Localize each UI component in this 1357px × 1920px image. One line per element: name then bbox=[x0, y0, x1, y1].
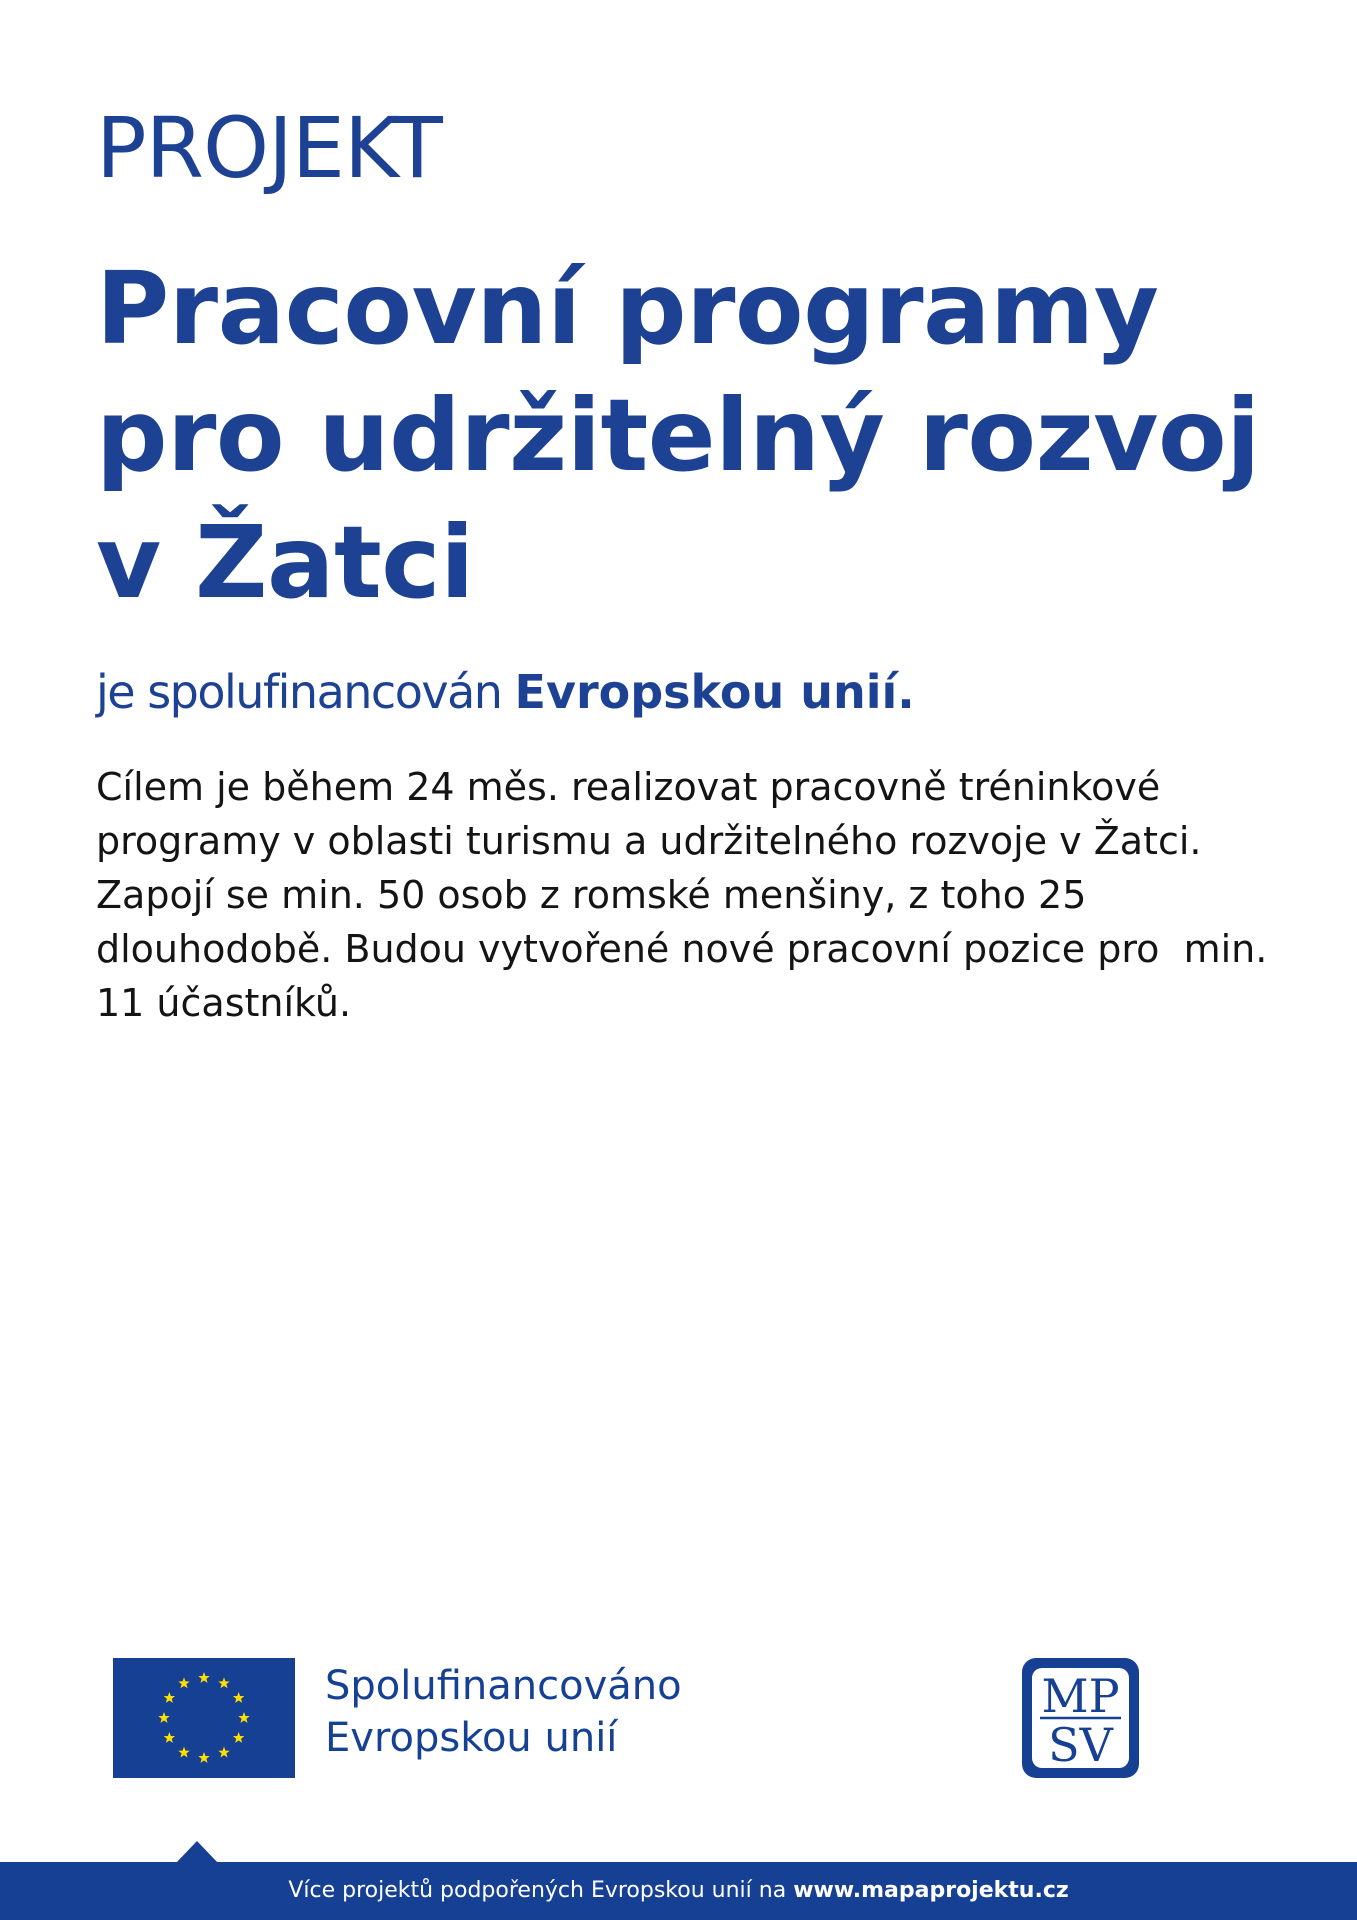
project-description bbox=[96, 760, 1276, 1030]
cofinancing-emphasis: Evropskou unií. bbox=[514, 665, 915, 719]
footer-bar bbox=[0, 1862, 1357, 1920]
eu-text-line: Spolufinancováno bbox=[325, 1663, 682, 1709]
description-line: dlouhodobě. Budou vytvořené nové pracovní pozice pro min. bbox=[96, 927, 1268, 971]
description-line: programy v oblasti turismu a udržitelného rozvoje v Žatci. bbox=[96, 819, 1202, 863]
eu-text-line: Evropskou unií bbox=[325, 1715, 618, 1761]
eu-star bbox=[164, 1692, 175, 1703]
cofinancing-prefix: je spolufinancován bbox=[96, 665, 515, 719]
mpsv-letters-bottom: SV bbox=[1048, 1718, 1113, 1772]
description-line: Cílem je během 24 měs. realizovat pracovně tréninkové bbox=[96, 765, 1161, 809]
eu-stars bbox=[113, 1658, 295, 1778]
eu-star bbox=[218, 1677, 229, 1688]
eu-star bbox=[233, 1732, 244, 1743]
title-line: v Žatci bbox=[96, 504, 474, 621]
eu-star bbox=[178, 1677, 189, 1688]
title-line: pro udržitelný rozvoj bbox=[96, 377, 1260, 494]
eu-star bbox=[178, 1747, 189, 1758]
cofinancing-statement bbox=[96, 664, 915, 720]
mpsv-letters-top: MP bbox=[1041, 1669, 1120, 1723]
eu-star bbox=[218, 1747, 229, 1758]
eu-star bbox=[238, 1712, 249, 1723]
description-line: 11 účastníků. bbox=[96, 981, 352, 1025]
eu-star bbox=[198, 1752, 209, 1763]
eu-flag-icon bbox=[113, 1658, 295, 1778]
footer-notch bbox=[176, 1841, 218, 1863]
mpsv-logo-icon bbox=[1022, 1658, 1139, 1778]
eu-star bbox=[233, 1692, 244, 1703]
eu-star bbox=[164, 1732, 175, 1743]
eu-star bbox=[158, 1712, 169, 1723]
eu-star bbox=[198, 1672, 209, 1683]
footer-link[interactable]: www.mapaprojektu.cz bbox=[793, 1878, 1069, 1903]
project-title bbox=[96, 245, 1276, 626]
description-line: Zapojí se min. 50 osob z romské menšiny, z toho 25 bbox=[96, 873, 1087, 917]
title-line: Pracovní programy bbox=[96, 250, 1159, 367]
project-kicker: PROJEKT bbox=[96, 99, 442, 197]
eu-cofinanced-text bbox=[325, 1660, 682, 1764]
footer-text: Více projektů podpořených Evropskou unií na bbox=[288, 1878, 794, 1903]
